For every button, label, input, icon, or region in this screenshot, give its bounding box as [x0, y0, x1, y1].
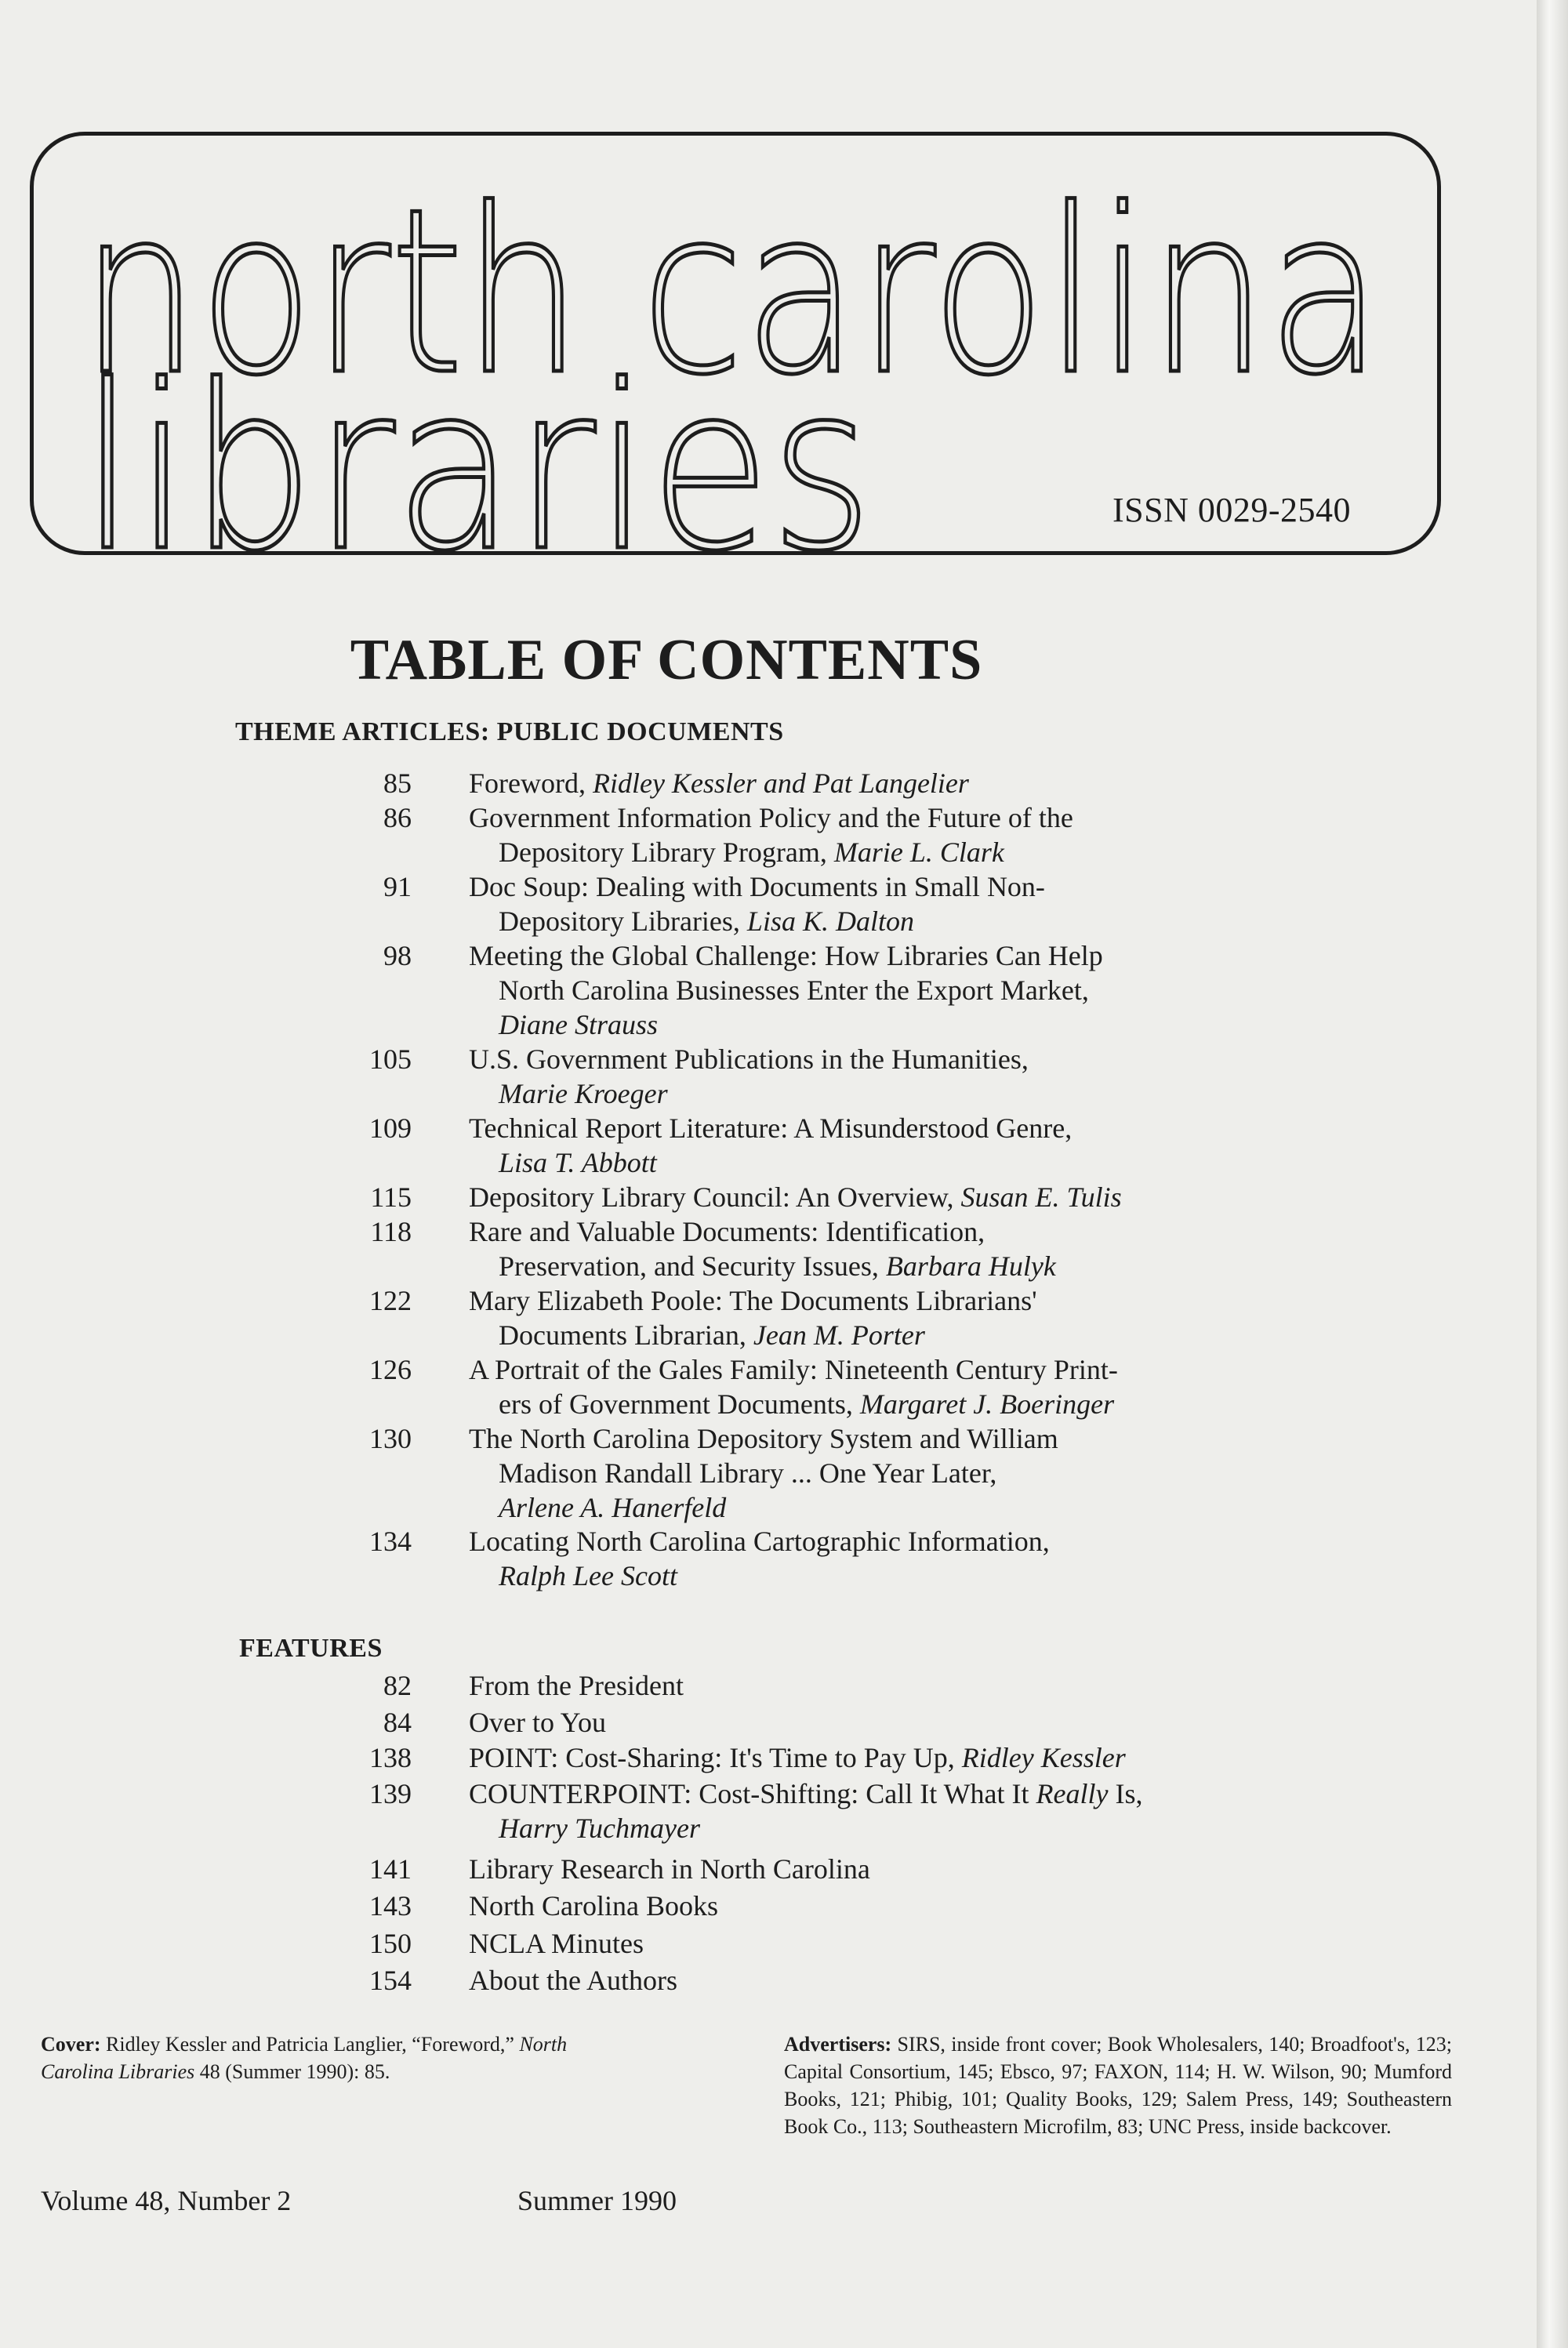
issue-season: Summer 1990 — [517, 2185, 677, 2216]
entry-title — [469, 938, 1300, 1042]
entry-title-line — [469, 1181, 1122, 1213]
entry-author: Margaret J. Boeringer — [859, 1388, 1115, 1420]
entry-author: Barbara Hulyk — [885, 1250, 1056, 1282]
entry-title — [469, 1214, 1300, 1283]
entry-title-text: Doc Soup: Dealing with Documents in Small Non- — [469, 871, 1045, 902]
entry-title — [469, 1889, 1300, 1923]
entry-page-number: 105 — [369, 1043, 412, 1075]
entry-page-number: 91 — [383, 871, 412, 902]
entry-title-text: Depository Libraries, — [499, 905, 747, 937]
entry-title-line — [469, 1354, 1118, 1385]
entry-title-text: A Portrait of the Gales Family: Nineteenth Century Print- — [469, 1354, 1118, 1385]
entry-title-line-2 — [469, 1559, 1300, 1593]
entry-page-number: 109 — [369, 1112, 412, 1144]
entry-title-line — [469, 1526, 1050, 1557]
entry-author: Marie Kroeger — [499, 1078, 668, 1109]
entry-page-number: 138 — [369, 1742, 412, 1773]
entry-title-line — [469, 1285, 1037, 1316]
entry-title-line — [469, 1112, 1072, 1144]
entry-title-text: Rare and Valuable Documents: Identification, — [469, 1216, 985, 1247]
cover-note-journal: North — [519, 2033, 568, 2056]
entry-author: Ralph Lee Scott — [499, 1560, 677, 1591]
entry-title — [469, 1963, 1300, 1998]
entry-title-text: COUNTERPOINT: Cost-Shifting: Call It What It — [469, 1778, 1036, 1809]
entry-title-line-2 — [469, 1318, 1300, 1352]
entry-title — [469, 1283, 1300, 1352]
entry-title — [469, 1180, 1300, 1214]
entry-author: Harry Tuchmayer — [499, 1813, 700, 1844]
entry-page-number: 82 — [383, 1670, 412, 1701]
entry-title-line-2 — [469, 1076, 1300, 1111]
entry-title-text: Madison Randall Library ... One Year Later, — [499, 1457, 997, 1489]
entry-title-text: ers of Government Documents, — [499, 1388, 860, 1420]
entry-title-text: The North Carolina Depository System and William — [469, 1423, 1058, 1454]
entry-author: Lisa K. Dalton — [746, 905, 914, 937]
issn-number: ISSN 0029-2540 — [1112, 491, 1351, 529]
features-heading: FEATURES — [239, 1634, 383, 1663]
entry-page-number: 154 — [369, 1965, 412, 1996]
entry-title — [469, 1926, 1300, 1961]
entry-page-number: 98 — [383, 940, 412, 971]
cover-note-text: Ridley Kessler and Patricia Langlier, “Foreword,” — [100, 2033, 520, 2056]
entry-title-line-2 — [469, 1145, 1300, 1180]
masthead-frame — [30, 132, 1441, 555]
entry-title-text: Documents Librarian, — [499, 1319, 753, 1351]
page-edge — [1537, 0, 1568, 2348]
entry-title — [469, 1352, 1300, 1421]
entry-title-line — [469, 1928, 644, 1959]
volume-number: Volume 48, Number 2 — [41, 2185, 292, 2216]
entry-author: Marie L. Clark — [833, 836, 1004, 868]
entry-title-text: Mary Elizabeth Poole: The Documents Librarians' — [469, 1285, 1037, 1316]
entry-title-line — [469, 1965, 677, 1996]
entry-title-line-2 — [469, 973, 1300, 1007]
entry-title-text: North Carolina Businesses Enter the Export Market, — [499, 974, 1089, 1006]
entry-title-text: Foreword, — [469, 768, 593, 799]
entry-page-number: 134 — [369, 1526, 412, 1557]
entry-page-number: 84 — [383, 1707, 412, 1738]
entry-title-line — [469, 1778, 1142, 1809]
entry-author: Lisa T. Abbott — [499, 1147, 657, 1178]
entry-title-text: Government Information Policy and the Future of the — [469, 802, 1073, 833]
entry-title-text: NCLA Minutes — [469, 1928, 644, 1959]
entry-title-line-2 — [469, 904, 1300, 938]
entry-title-line — [469, 1742, 1126, 1773]
entry-title-text: Locating North Carolina Cartographic Information, — [469, 1526, 1050, 1557]
entry-title-line — [469, 940, 1103, 971]
entry-title — [469, 1852, 1300, 1886]
journal-logo — [34, 136, 1437, 551]
entry-author: Ridley Kessler and Pat Langelier — [592, 768, 969, 799]
entry-title-text: Library Research in North Carolina — [469, 1853, 870, 1885]
entry-page-number: 115 — [370, 1181, 412, 1213]
entry-page-number: 126 — [369, 1354, 412, 1385]
entry-author: Susan E. Tulis — [960, 1181, 1122, 1213]
entry-title-text: U.S. Government Publications in the Humanities, — [469, 1043, 1029, 1075]
advertisers-note — [784, 2030, 1452, 2140]
entry-page-number: 118 — [370, 1216, 412, 1247]
entry-title — [469, 1705, 1300, 1740]
entry-title — [469, 1740, 1300, 1775]
theme-articles-heading: THEME ARTICLES: PUBLIC DOCUMENTS — [235, 717, 784, 746]
entry-title-line — [469, 1707, 606, 1738]
entry-page-number: 139 — [369, 1778, 412, 1809]
entry-title — [469, 1776, 1300, 1845]
entry-page-number: 143 — [369, 1890, 412, 1922]
entry-title — [469, 1668, 1300, 1703]
entry-title — [469, 1524, 1300, 1593]
cover-note-journal-2: Carolina Libraries — [41, 2060, 195, 2083]
entry-title — [469, 1042, 1300, 1111]
entry-title-text: Depository Library Council: An Overview, — [469, 1181, 961, 1213]
entry-title-text: Is, — [1108, 1778, 1143, 1809]
entry-title-line — [469, 768, 969, 799]
advertisers-label: Advertisers: — [784, 2033, 892, 2056]
entry-page-number: 130 — [369, 1423, 412, 1454]
entry-title-text: Preservation, and Security Issues, — [499, 1250, 886, 1282]
entry-page-number: 122 — [369, 1285, 412, 1316]
entry-title-text: About the Authors — [469, 1965, 677, 1996]
entry-title-text: Over to You — [469, 1707, 607, 1738]
entry-title-line — [469, 1423, 1058, 1454]
toc-title: TABLE OF CONTENTS — [350, 628, 983, 692]
entry-title-line-3 — [469, 1007, 1300, 1042]
entry-page-number: 150 — [369, 1928, 412, 1959]
entry-title-text: North Carolina Books — [469, 1890, 718, 1922]
entry-title-line-2 — [469, 1456, 1300, 1490]
entry-title-text: POINT: Cost-Sharing: It's Time to Pay Up, — [469, 1742, 962, 1773]
entry-title — [469, 800, 1300, 869]
entry-title — [469, 766, 1300, 800]
entry-title-text: Depository Library Program, — [499, 836, 834, 868]
entry-title-text: From the President — [469, 1670, 684, 1701]
entry-title-text: Meeting the Global Challenge: How Libraries Can Help — [469, 940, 1103, 971]
logo-line-north-carolina: north carolina — [81, 161, 1382, 425]
entry-title-line — [469, 1853, 870, 1885]
entry-author: Really — [1036, 1778, 1109, 1809]
entry-title-line-2 — [469, 1249, 1300, 1283]
entry-page-number: 141 — [369, 1853, 412, 1885]
entry-title-line — [469, 1216, 985, 1247]
entry-title-line-2 — [469, 1387, 1300, 1421]
entry-title-line — [469, 871, 1045, 902]
entry-title — [469, 869, 1300, 938]
entry-author: Diane Strauss — [499, 1009, 659, 1040]
cover-note-citation: 48 (Summer 1990): 85. — [194, 2060, 390, 2083]
entry-title-line — [469, 1890, 718, 1922]
cover-note-label: Cover: — [41, 2033, 101, 2056]
entry-author: Arlene A. Hanerfeld — [499, 1492, 727, 1523]
entry-title — [469, 1421, 1300, 1525]
cover-note — [41, 2030, 731, 2085]
entry-title-line-3 — [469, 1490, 1300, 1525]
entry-page-number: 85 — [383, 768, 412, 799]
entry-title-line — [469, 802, 1073, 833]
entry-title-line — [469, 1043, 1029, 1075]
entry-title — [469, 1111, 1300, 1180]
logo-line-libraries: libraries — [81, 337, 873, 551]
entry-title-line-2 — [469, 835, 1300, 869]
entry-title-line — [469, 1670, 684, 1701]
entry-author: Ridley Kessler — [961, 1742, 1126, 1773]
entry-author: Jean M. Porter — [753, 1319, 925, 1351]
entry-page-number: 86 — [383, 802, 412, 833]
entry-title-text: Technical Report Literature: A Misunderstood Genre, — [469, 1112, 1073, 1144]
advertisers-list: SIRS, inside front cover; Book Wholesalers, 140; Broadfoot's, 123; Capital Consortium, 145; Ebsco, 97; FAXON, 114; H. W. Wilson, 90; Mumford Books, 121; Phibig, 101; Quality Books, 129; Salem Press, 149; Southeastern Book Co., 113; Southeastern Microfilm, 83; UNC Press, inside backcover. — [784, 2033, 1452, 2138]
entry-title-line-2 — [469, 1811, 1300, 1845]
